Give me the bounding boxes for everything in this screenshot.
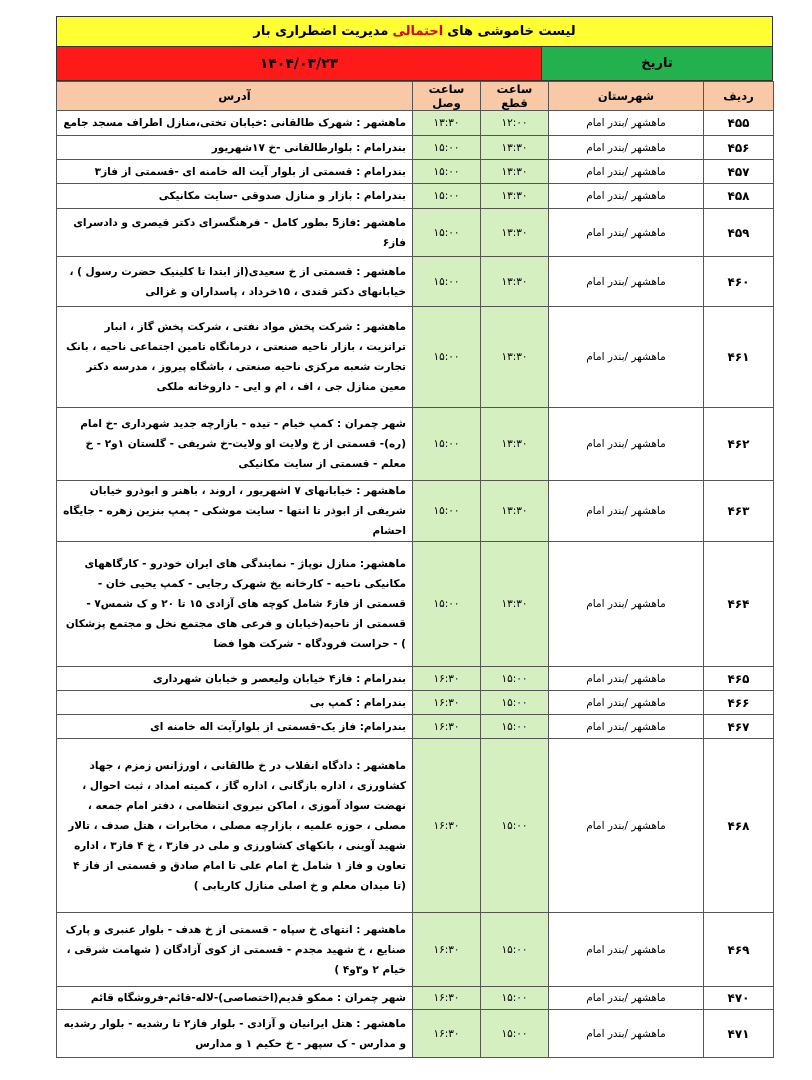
cell-address: ماهشهر : خیابانهای ۷ اشهریور ، اروند ، باهنر و ابوذرو خیابان شریفی از ابوذر تا انتها - سایت موشکی - پمپ بنزین زهره - جایگاه احشام xyxy=(57,481,413,542)
cell-row-number: ۴۶۶ xyxy=(704,691,774,715)
cell-cut-time: ۱۵:۰۰ xyxy=(481,913,549,987)
table-row xyxy=(57,257,774,307)
cell-cut-time: ۱۵:۰۰ xyxy=(481,1010,549,1058)
cell-address: ماهشهر : هتل ایرانیان و آزادی - بلوار فاز۲ تا رشدیه - بلوار رشدیه و مدارس - ک سپهر - خ حکیم ۱ و مدارس xyxy=(57,1010,413,1058)
cell-connect-time: ۱۶:۳۰ xyxy=(413,691,481,715)
cell-cut-time: ۱۳:۳۰ xyxy=(481,257,549,307)
cell-city: ماهشهر /بندر امام xyxy=(549,667,704,691)
cell-row-number: ۴۶۲ xyxy=(704,408,774,481)
table-row xyxy=(57,913,774,987)
cell-connect-time: ۱۵:۰۰ xyxy=(413,257,481,307)
cell-address: بندرامام : بلوارطالقانی -خ ۱۷شهریور xyxy=(57,136,413,160)
cell-city: ماهشهر /بندر امام xyxy=(549,307,704,408)
cell-row-number: ۴۶۰ xyxy=(704,257,774,307)
cell-cut-time: ۱۵:۰۰ xyxy=(481,739,549,913)
cell-cut-time: ۱۳:۳۰ xyxy=(481,542,549,667)
cell-address: بندرامام : قسمتی از بلوار آیت اله خامنه ای -قسمتی از فاز۳ xyxy=(57,160,413,184)
cell-city: ماهشهر /بندر امام xyxy=(549,715,704,739)
cell-city: ماهشهر /بندر امام xyxy=(549,542,704,667)
cell-row-number: ۴۶۸ xyxy=(704,739,774,913)
header-connect-time: ساعت وصل xyxy=(413,82,481,111)
table-header xyxy=(57,82,774,111)
cell-city: ماهشهر /بندر امام xyxy=(549,481,704,542)
header-cut-time: ساعت قطع xyxy=(481,82,549,111)
cell-cut-time: ۱۳:۳۰ xyxy=(481,136,549,160)
date-row xyxy=(56,47,773,81)
outage-table xyxy=(56,81,774,1058)
cell-cut-time: ۱۳:۳۰ xyxy=(481,481,549,542)
page-title xyxy=(56,16,773,47)
cell-city: ماهشهر /بندر امام xyxy=(549,111,704,136)
cell-row-number: ۴۶۴ xyxy=(704,542,774,667)
cell-row-number: ۴۶۹ xyxy=(704,913,774,987)
date-value: ۱۴۰۴/۰۳/۲۳ xyxy=(57,47,541,80)
cell-cut-time: ۱۳:۳۰ xyxy=(481,184,549,209)
table-row xyxy=(57,715,774,739)
cell-row-number: ۴۶۱ xyxy=(704,307,774,408)
cell-city: ماهشهر /بندر امام xyxy=(549,160,704,184)
cell-cut-time: ۱۲:۰۰ xyxy=(481,111,549,136)
cell-row-number: ۴۵۵ xyxy=(704,111,774,136)
cell-cut-time: ۱۳:۳۰ xyxy=(481,408,549,481)
cell-connect-time: ۱۶:۳۰ xyxy=(413,667,481,691)
cell-city: ماهشهر /بندر امام xyxy=(549,1010,704,1058)
title-part1: لیست خاموشی های xyxy=(447,24,576,39)
cell-city: ماهشهر /بندر امام xyxy=(549,739,704,913)
cell-connect-time: ۱۶:۳۰ xyxy=(413,1010,481,1058)
cell-connect-time: ۱۶:۳۰ xyxy=(413,739,481,913)
table-row xyxy=(57,160,774,184)
cell-connect-time: ۱۳:۳۰ xyxy=(413,111,481,136)
cell-city: ماهشهر /بندر امام xyxy=(549,691,704,715)
cell-cut-time: ۱۵:۰۰ xyxy=(481,987,549,1010)
cell-connect-time: ۱۵:۰۰ xyxy=(413,307,481,408)
table-row xyxy=(57,209,774,257)
cell-address: ماهشهر : شهرک طالقانی :خیابان تختی،منازل اطراف مسجد جامع xyxy=(57,111,413,136)
cell-cut-time: ۱۳:۳۰ xyxy=(481,160,549,184)
table-row xyxy=(57,111,774,136)
cell-address: شهر چمران : کمپ خیام - تیده - بازارچه جدید شهرداری -خ امام (ره)- قسمتی از خ ولایت او ولایت-خ شریفی - گلستان ۱و۲ - خ معلم - قسمتی از سایت مکانیکی xyxy=(57,408,413,481)
cell-address: بندرامام : بازار و منازل صدوقی -سایت مکانیکی xyxy=(57,184,413,209)
cell-row-number: ۴۶۵ xyxy=(704,667,774,691)
cell-city: ماهشهر /بندر امام xyxy=(549,913,704,987)
table-row xyxy=(57,542,774,667)
cell-row-number: ۴۶۳ xyxy=(704,481,774,542)
table-row xyxy=(57,184,774,209)
table-row xyxy=(57,408,774,481)
cell-city: ماهشهر /بندر امام xyxy=(549,987,704,1010)
table-row xyxy=(57,307,774,408)
cell-connect-time: ۱۵:۰۰ xyxy=(413,542,481,667)
table-row xyxy=(57,1010,774,1058)
cell-address: ماهشهر: منازل نوپاژ - نمایندگی های ایران خودرو - کارگاههای مکانیکی ناحیه - کارخانه یخ شهرک رجایی - کمپ یحیی خان - قسمتی از فاز۶ شامل کوچه های آزادی ۱۵ تا ۲۰ و ک شمس۷ - قسمتی از ناحیه(خیابان و فرعی های مجتمع نخل و مجتمع پزشکان ) - حراست فرودگاه - شرکت هوا فضا xyxy=(57,542,413,667)
cell-row-number: ۴۵۸ xyxy=(704,184,774,209)
table-row xyxy=(57,667,774,691)
cell-connect-time: ۱۵:۰۰ xyxy=(413,209,481,257)
cell-row-number: ۴۵۶ xyxy=(704,136,774,160)
cell-city: ماهشهر /بندر امام xyxy=(549,184,704,209)
cell-connect-time: ۱۵:۰۰ xyxy=(413,160,481,184)
cell-cut-time: ۱۳:۳۰ xyxy=(481,209,549,257)
cell-address: شهر چمران : ممکو قدیم(اختصاصی)-لاله-قائم-فروشگاه قائم xyxy=(57,987,413,1010)
cell-connect-time: ۱۵:۰۰ xyxy=(413,408,481,481)
table-row xyxy=(57,987,774,1010)
cell-address: بندرامام : فاز۴ خیابان ولیعصر و خیابان شهرداری xyxy=(57,667,413,691)
cell-cut-time: ۱۵:۰۰ xyxy=(481,715,549,739)
title-highlight: احتمالی xyxy=(392,24,444,39)
cell-row-number: ۴۵۷ xyxy=(704,160,774,184)
header-address: آدرس xyxy=(57,82,413,111)
header-row-number: ردیف xyxy=(704,82,774,111)
cell-cut-time: ۱۵:۰۰ xyxy=(481,667,549,691)
cell-address: بندرامام: فاز یک-قسمتی از بلوارآیت اله خامنه ای xyxy=(57,715,413,739)
table-row xyxy=(57,136,774,160)
cell-city: ماهشهر /بندر امام xyxy=(549,257,704,307)
cell-row-number: ۴۷۱ xyxy=(704,1010,774,1058)
outage-schedule xyxy=(56,16,773,1058)
cell-address: ماهشهر :فاز5 بطور کامل - فرهنگسرای دکتر قیصری و دادسرای فاز۶ xyxy=(57,209,413,257)
cell-row-number: ۴۷۰ xyxy=(704,987,774,1010)
cell-connect-time: ۱۵:۰۰ xyxy=(413,481,481,542)
cell-city: ماهشهر /بندر امام xyxy=(549,136,704,160)
table-row xyxy=(57,691,774,715)
cell-connect-time: ۱۶:۳۰ xyxy=(413,987,481,1010)
cell-address: ماهشهر : قسمتی از خ سعیدی(از ابتدا تا کلینیک حضرت رسول ) ، خیابانهای دکتر قندی ، ۱۵خرداد ، پاسداران و غزالی xyxy=(57,257,413,307)
table-row xyxy=(57,739,774,913)
cell-cut-time: ۱۳:۳۰ xyxy=(481,307,549,408)
header-city: شهرستان xyxy=(549,82,704,111)
cell-address: ماهشهر : شرکت پخش مواد نفتی ، شرکت پخش گاز ، انبار ترانزیت ، بازار ناحیه صنعتی ، درمانگاه تامین اجتماعی ناحیه ، بانک تجارت شعبه مرکزی ناحیه صنعتی ، باشگاه پیروز ، مدرسه دکتر معین منازل جی ، اف ، ام و ایی - داروخانه ملکی xyxy=(57,307,413,408)
cell-city: ماهشهر /بندر امام xyxy=(549,209,704,257)
title-part2: مدیریت اضطراری بار xyxy=(253,24,389,39)
cell-connect-time: ۱۶:۳۰ xyxy=(413,913,481,987)
table-row xyxy=(57,481,774,542)
date-label: تاریخ xyxy=(541,47,772,80)
cell-cut-time: ۱۵:۰۰ xyxy=(481,691,549,715)
cell-address: بندرامام : کمپ بی xyxy=(57,691,413,715)
cell-connect-time: ۱۶:۳۰ xyxy=(413,715,481,739)
cell-row-number: ۴۵۹ xyxy=(704,209,774,257)
cell-address: ماهشهر : انتهای خ سپاه - قسمتی از خ هدف - بلوار عنبری و پارک صنایع ، خ شهید مجدم - قسمتی از کوی آزادگان ( شهامت شرقی ، خیام ۲ و۳و۴ ) xyxy=(57,913,413,987)
cell-city: ماهشهر /بندر امام xyxy=(549,408,704,481)
cell-connect-time: ۱۵:۰۰ xyxy=(413,184,481,209)
cell-connect-time: ۱۵:۰۰ xyxy=(413,136,481,160)
cell-row-number: ۴۶۷ xyxy=(704,715,774,739)
cell-address: ماهشهر : دادگاه انقلاب در خ طالقانی ، اورژانس زمزم ، جهاد کشاورزی ، اداره بازگانی ، اداره گاز ، کمیته امداد ، ثبت احوال ، نهضت سواد آموزی ، اماکن نیروی انتظامی ، دفتر امام جمعه ، مصلی ، حوزه علمیه ، بازارچه مصلی ، مخابرات ، هتل صدف ، تالار شهید آوینی ، بانکهای کشاورزی و ملی در فاز۳ ، خ ۴ فاز۳ ، اداره تعاون و فاز ۱ شامل خ امام علی تا امام صادق و قسمتی از فاز ۴ (تا میدان معلم و خ اصلی منازل کاریابی ) xyxy=(57,739,413,913)
